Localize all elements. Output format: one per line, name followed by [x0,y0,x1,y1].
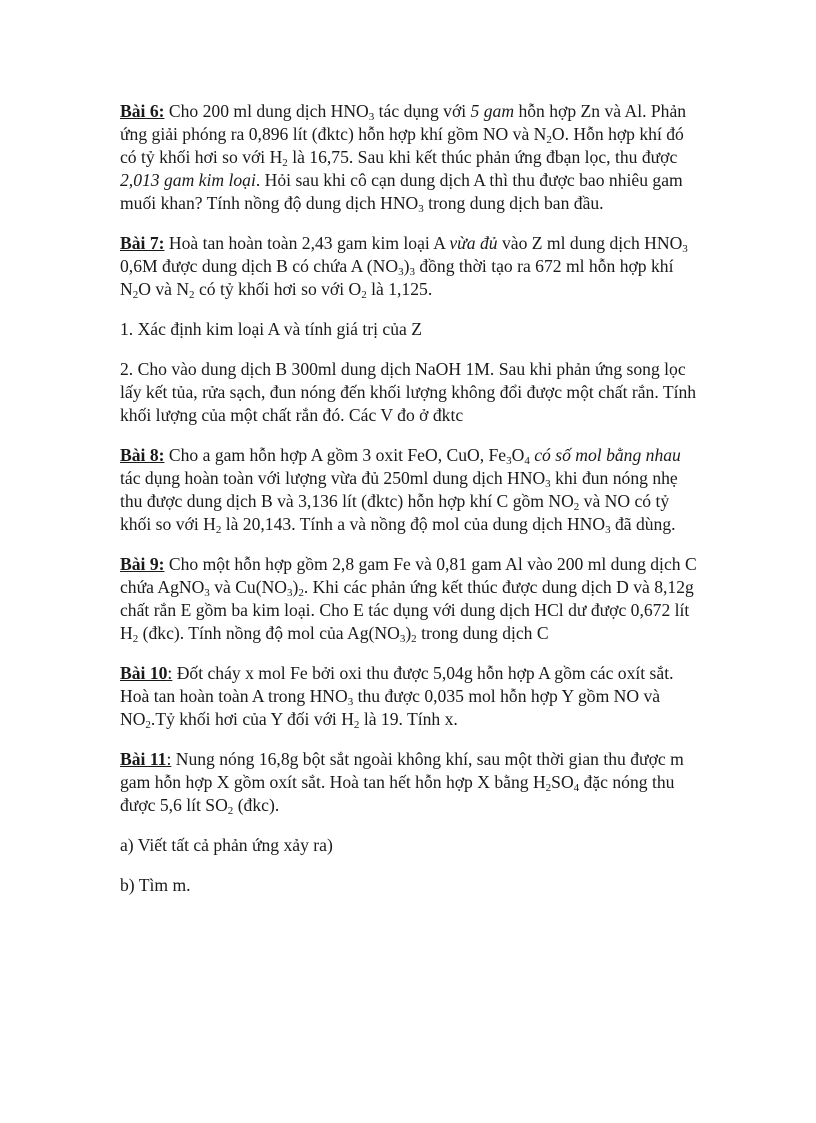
problem-6: Bài 6: Cho 200 ml dung dịch $HNO_3$ tác dụng với 5 gam hỗn hợp Zn và Al. Phản ứng giải phóng ra 0,896 lít (đktc) hỗn hợp khí gồm NO và $N_2O$. Hỗn hợp khí đó có tỷ khối hơi so với $H_2$ là 16,75. Sau khi kết thúc phản ứng đbạn lọc, thu được 2,013 gam kim loại. Hỏi sau khi cô cạn dung dịch A thì thu được bao nhiêu gam muối khan? Tính nồng độ dung dịch $HNO_3$ trong dung dịch ban đầu. [120,101,687,215]
problem-11: Bài 11: Nung nóng 16,8g bột sắt ngoài không khí, sau một thời gian thu được m gam hỗn hợp X gồm oxít sắt. Hoà tan hết hỗn hợp X bằng $H_2SO_4$ đặc nóng thu được 5,6 lít $SO_2$ (đkc). [120,749,684,817]
problem-label: Bài 10 [120,663,168,683]
document-page [120,100,700,914]
problem-label: Bài 6: [120,101,165,121]
problem-label: Bài 7: [120,233,165,253]
problem-7-question-1: 1. Xác định kim loại A và tính giá trị của Z [120,319,422,339]
problem-10: Bài 10: Đốt cháy x mol Fe bởi oxi thu được 5,04g hỗn hợp A gồm các oxít sắt. Hoà tan hoàn toàn A trong $HNO_3$ thu được 0,035 mol hỗn hợp Y gồm NO và $NO_2.Tỷ$ khối hơi của Y đối với $H_2$ là 19. Tính x. [120,663,674,731]
problem-label: Bài 8: [120,445,165,465]
problem-label: Bài 9: [120,554,165,574]
problem-11-question-b: b) Tìm m. [120,875,191,895]
problem-11-question-a: a) Viết tất cả phản ứng xảy ra) [120,835,333,855]
problem-label: Bài 11 [120,749,167,769]
problem-7: Bài 7: Hoà tan hoàn toàn 2,43 gam kim loại A vừa đủ vào Z ml dung dịch $HNO_3$ 0,6M được dung dịch B có chứa A $(NO_3)_3$ đồng thời tạo ra 672 ml hỗn hợp khí $N_2O$ và $N_2$ có tỷ khối hơi so với $O_2$ là 1,125. [120,233,688,301]
problem-7-question-2: 2. Cho vào dung dịch B 300ml dung dịch NaOH 1M. Sau khi phản ứng song lọc lấy kết tủa, rửa sạch, đun nóng đến khối lượng không đổi được một chất rắn. Tính khối lượng của một chất rắn đó. Các V đo ở đktc [120,359,697,425]
problem-8: Bài 8: Cho a gam hỗn hợp A gồm 3 oxit FeO, CuO, $Fe_3O_4$ có số mol bằng nhau tác dụng hoàn toàn với lượng vừa đủ 250ml dung dịch $HNO_3$ khi đun nóng nhẹ thu được dung dịch B và 3,136 lít (đktc) hỗn hợp khí C gồm $NO_2$ và NO có tỷ khối so với $H_2$ là 20,143. Tính a và nồng độ mol của dung dịch $HNO_3$ đã dùng. [120,445,681,536]
problem-9: Bài 9: Cho một hỗn hợp gồm 2,8 gam Fe và 0,81 gam Al vào 200 ml dung dịch C chứa AgNO$_3$ và $Cu(NO_3)_2$. Khi các phản ứng kết thúc được dung dịch D và 8,12g chất rắn E gồm ba kim loại. Cho E tác dụng với dung dịch HCl dư được 0,672 lít $H_2$ (đkc). Tính nồng độ mol của $Ag(NO_3)_2$ trong dung dịch C [120,554,697,645]
